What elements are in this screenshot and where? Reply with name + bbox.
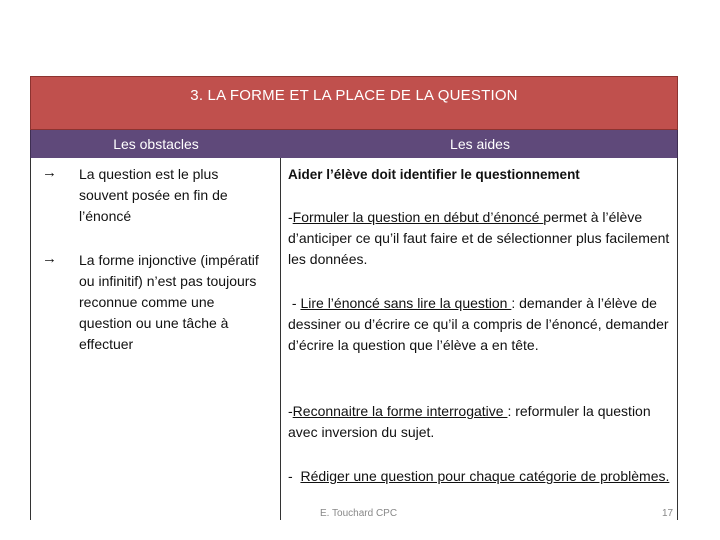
obstacle-item-2: La forme injonctive (impératif ou infinitif) n’est pas toujours reconnue comme une question ou une tâche à effectuer (79, 252, 259, 352)
aide-item-3-underlined: Reconnaitre la forme interrogative (292, 403, 508, 419)
aide-item-2-prefix: - (288, 295, 301, 311)
aide-item-3-text: : reformuler la question avec inversion du sujet. (288, 403, 651, 440)
arrow-right-icon: → (42, 250, 57, 267)
aide-item-3-prefix: - (288, 403, 293, 419)
aide-item-4-underlined: Rédiger une question pour chaque catégorie de problèmes. (300, 468, 670, 484)
aide-item-4-prefix: - (288, 468, 301, 484)
obstacle-item-1: La question est le plus souvent posée en fin de l’énoncé (79, 166, 228, 224)
aide-item-4 (288, 466, 672, 487)
aide-item-1-prefix: - (288, 209, 293, 225)
aide-item-3 (288, 401, 672, 443)
slide-title-bar (30, 76, 678, 130)
aide-item-1 (288, 207, 672, 270)
aide-item-2 (288, 293, 672, 356)
page-number: 17 (662, 508, 674, 519)
aide-item-2-text: : demander à l’élève de dessiner ou d’écrire ce qu’il a compris de l’énoncé, demander d’écrire la question que l’élève a en tête. (288, 295, 669, 353)
table-header-row (30, 130, 678, 158)
slide-title: 3. LA FORME ET LA PLACE DE LA QUESTION (190, 86, 518, 104)
footer-author: E. Touchard CPC (320, 508, 398, 519)
column-divider (280, 158, 281, 520)
aide-item-2-underlined: Lire l’énoncé sans lire la question (300, 295, 512, 311)
aide-item-1-underlined: Formuler la question en début d’énoncé (292, 209, 544, 225)
arrow-right-icon: → (42, 164, 57, 181)
header-obstacles: Les obstacles (113, 136, 199, 152)
aide-intro: Aider l’élève doit identifier le questionnement (288, 167, 580, 182)
header-aides: Les aides (450, 136, 510, 152)
aide-item-1-text: permet à l’élève d’anticiper ce qu’il faut faire et de sélectionner plus facilement les données. (288, 209, 670, 267)
